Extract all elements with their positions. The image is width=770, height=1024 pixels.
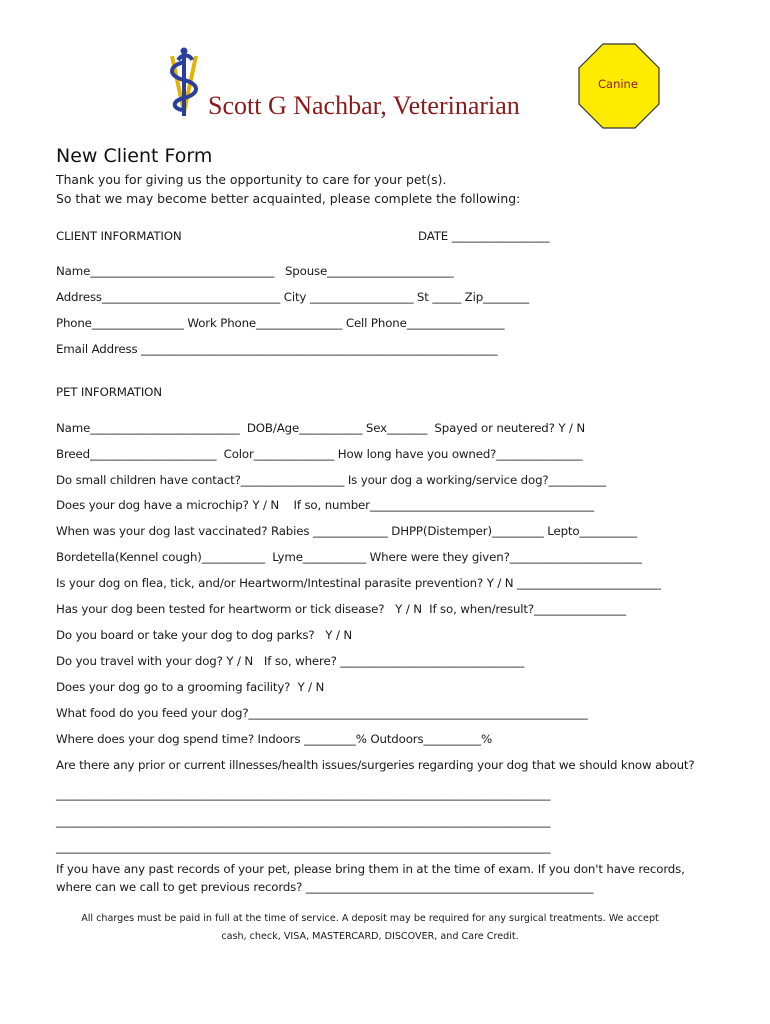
client-name-spouse-fields[interactable]: Name________________________________ Spouse______________________ xyxy=(56,264,454,278)
food-field[interactable]: What food do you feed your dog?___________________________________________________________ xyxy=(56,706,588,720)
caduceus-logo-icon xyxy=(160,46,210,118)
date-field[interactable]: DATE _________________ xyxy=(418,229,550,243)
travel-field[interactable]: Do you travel with your dog? Y / N If so, where? ________________________________ xyxy=(56,654,525,668)
email-field[interactable]: Email Address ______________________________________________________________ xyxy=(56,342,498,356)
phone-fields[interactable]: Phone________________ Work Phone_______________ Cell Phone_________________ xyxy=(56,316,505,330)
illness-blank-line-3[interactable]: ______________________________________________________________________________________ xyxy=(56,840,551,854)
client-info-heading: CLIENT INFORMATION xyxy=(56,229,182,243)
pet-info-heading: PET INFORMATION xyxy=(56,385,162,399)
vaccination-field[interactable]: When was your dog last vaccinated? Rabies _____________ DHPP(Distemper)_________ Lepto__________ xyxy=(56,524,637,538)
intro-line-2: So that we may become better acquainted, please complete the following: xyxy=(56,191,521,206)
intro-line-1: Thank you for giving us the opportunity to care for your pet(s). xyxy=(56,172,447,187)
illness-question: Are there any prior or current illnesses/health issues/surgeries regarding your dog that we should know about? xyxy=(56,758,695,772)
pet-name-dob-sex-field[interactable]: Name__________________________ DOB/Age___________ Sex_______ Spayed or neutered? Y / N xyxy=(56,421,586,435)
payment-policy-line-1: All charges must be paid in full at the time of service. A deposit may be required for any surgical treatments. We accept xyxy=(81,913,659,924)
clinic-name: Scott G Nachbar, Veterinarian xyxy=(208,91,520,120)
form-title: New Client Form xyxy=(56,145,213,167)
records-line-1: If you have any past records of your pet, please bring them in at the time of exam. If you don't have records, xyxy=(56,862,685,876)
payment-policy-line-2: cash, check, VISA, MASTERCARD, DISCOVER, and Care Credit. xyxy=(221,931,519,942)
bordetella-lyme-field[interactable]: Bordetella(Kennel cough)___________ Lyme___________ Where were they given?_______________________ xyxy=(56,550,642,564)
illness-blank-line-2[interactable]: ______________________________________________________________________________________ xyxy=(56,814,551,828)
records-line-2[interactable]: where can we call to get previous records? __________________________________________________ xyxy=(56,880,594,894)
illness-blank-line-1[interactable]: ______________________________________________________________________________________ xyxy=(56,787,551,801)
address-fields[interactable]: Address_______________________________ City __________________ St _____ Zip________ xyxy=(56,290,530,304)
parasite-prevention-field[interactable]: Is your dog on flea, tick, and/or Heartworm/Intestinal parasite prevention? Y / N _________________________ xyxy=(56,576,661,590)
heartworm-test-field[interactable]: Has your dog been tested for heartworm or tick disease? Y / N If so, when/result?________________ xyxy=(56,602,626,616)
breed-color-owned-field[interactable]: Breed______________________ Color______________ How long have you owned?_______________ xyxy=(56,447,583,461)
canine-badge-label: Canine xyxy=(598,77,638,91)
microchip-field[interactable]: Does your dog have a microchip? Y / N If so, number_______________________________________ xyxy=(56,498,595,512)
board-dog-parks-field[interactable]: Do you board or take your dog to dog parks? Y / N xyxy=(56,628,353,642)
children-service-dog-field[interactable]: Do small children have contact?__________________ Is your dog a working/service dog?__________ xyxy=(56,473,607,487)
indoor-outdoor-field[interactable]: Where does your dog spend time? Indoors _________% Outdoors__________% xyxy=(56,732,493,746)
grooming-field[interactable]: Does your dog go to a grooming facility? Y / N xyxy=(56,680,325,694)
